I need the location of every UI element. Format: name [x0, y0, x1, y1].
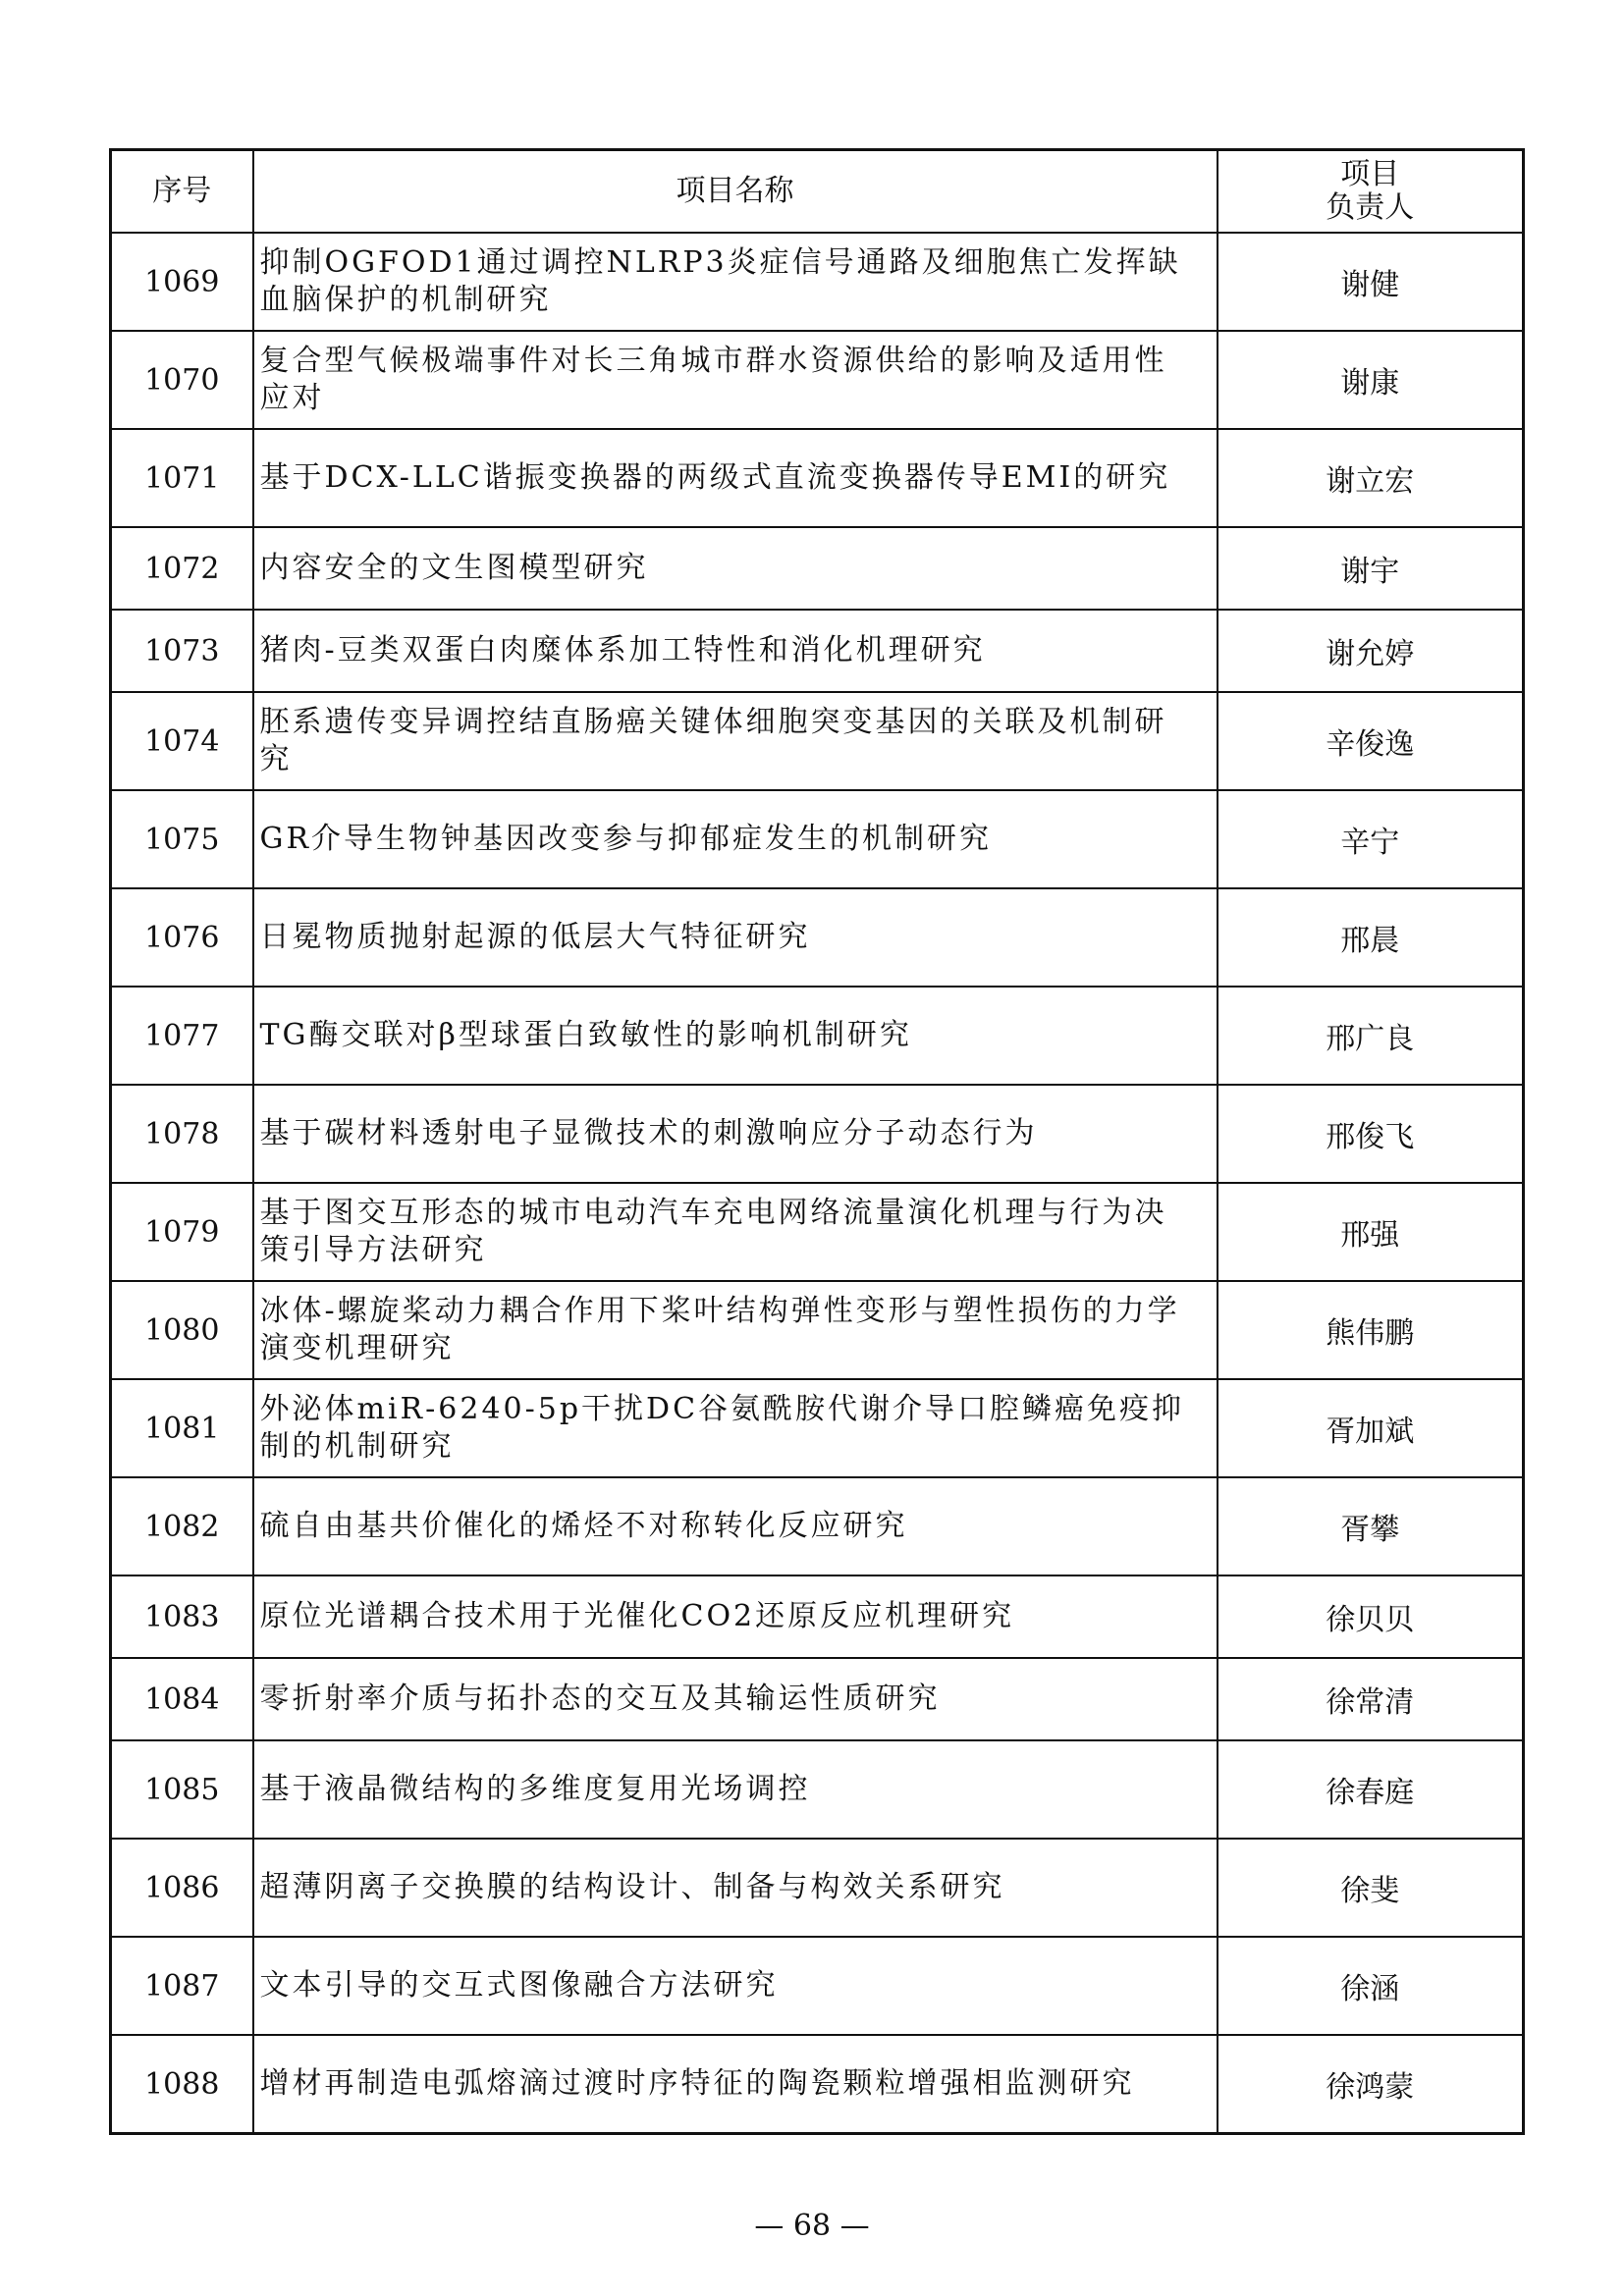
- table-body: [111, 233, 1524, 2134]
- row-leader: 胥攀: [1218, 1477, 1524, 1575]
- row-number: 1073: [111, 610, 253, 692]
- row-leader: 徐常清: [1218, 1658, 1524, 1740]
- row-number: 1088: [111, 2035, 253, 2134]
- table-row: [111, 1575, 1524, 1658]
- table-row: [111, 790, 1524, 888]
- row-project-name: 超薄阴离子交换膜的结构设计、制备与构效关系研究: [253, 1839, 1218, 1937]
- row-leader: 谢宇: [1218, 527, 1524, 610]
- header-number: 序号: [111, 150, 253, 234]
- header-project-name: 项目名称: [253, 150, 1218, 234]
- row-project-name: 增材再制造电弧熔滴过渡时序特征的陶瓷颗粒增强相监测研究: [253, 2035, 1218, 2134]
- row-leader: 徐涵: [1218, 1937, 1524, 2035]
- row-project-name: 基于DCX-LLC谐振变换器的两级式直流变换器传导EMI的研究: [253, 429, 1218, 527]
- row-number: 1075: [111, 790, 253, 888]
- row-project-name: TG酶交联对β型球蛋白致敏性的影响机制研究: [253, 987, 1218, 1085]
- row-project-name: 冰体-螺旋桨动力耦合作用下桨叶结构弹性变形与塑性损伤的力学演变机理研究: [253, 1281, 1218, 1379]
- row-leader: 谢立宏: [1218, 429, 1524, 527]
- table-row: [111, 1281, 1524, 1379]
- page-number: — 68 —: [754, 2209, 870, 2243]
- row-leader: 邢俊飞: [1218, 1085, 1524, 1183]
- row-leader: 谢健: [1218, 233, 1524, 331]
- table-row: [111, 429, 1524, 527]
- row-number: 1078: [111, 1085, 253, 1183]
- row-project-name: 外泌体miR-6240-5p干扰DC谷氨酰胺代谢介导口腔鳞癌免疫抑制的机制研究: [253, 1379, 1218, 1477]
- row-leader: 辛俊逸: [1218, 692, 1524, 790]
- row-project-name: 原位光谱耦合技术用于光催化CO2还原反应机理研究: [253, 1575, 1218, 1658]
- row-number: 1080: [111, 1281, 253, 1379]
- row-leader: 邢强: [1218, 1183, 1524, 1281]
- row-number: 1082: [111, 1477, 253, 1575]
- table-row: [111, 1658, 1524, 1740]
- table-row: [111, 692, 1524, 790]
- table-row: [111, 1839, 1524, 1937]
- row-project-name: 抑制OGFOD1通过调控NLRP3炎症信号通路及细胞焦亡发挥缺血脑保护的机制研究: [253, 233, 1218, 331]
- table-row: [111, 1740, 1524, 1839]
- table-header-row: [111, 150, 1524, 234]
- row-number: 1069: [111, 233, 253, 331]
- row-project-name: 复合型气候极端事件对长三角城市群水资源供给的影响及适用性应对: [253, 331, 1218, 429]
- row-leader: 徐斐: [1218, 1839, 1524, 1937]
- table-row: [111, 610, 1524, 692]
- row-project-name: 内容安全的文生图模型研究: [253, 527, 1218, 610]
- row-number: 1070: [111, 331, 253, 429]
- row-leader: 谢康: [1218, 331, 1524, 429]
- row-number: 1076: [111, 888, 253, 987]
- table-row: [111, 1937, 1524, 2035]
- project-table: [109, 148, 1525, 2135]
- row-project-name: 猪肉-豆类双蛋白肉糜体系加工特性和消化机理研究: [253, 610, 1218, 692]
- row-number: 1085: [111, 1740, 253, 1839]
- row-number: 1077: [111, 987, 253, 1085]
- row-number: 1072: [111, 527, 253, 610]
- table-row: [111, 1183, 1524, 1281]
- row-number: 1081: [111, 1379, 253, 1477]
- row-number: 1083: [111, 1575, 253, 1658]
- row-leader: 徐贝贝: [1218, 1575, 1524, 1658]
- header-leader: [1218, 150, 1524, 234]
- row-leader: 熊伟鹏: [1218, 1281, 1524, 1379]
- row-project-name: 基于碳材料透射电子显微技术的刺激响应分子动态行为: [253, 1085, 1218, 1183]
- row-number: 1074: [111, 692, 253, 790]
- row-leader: 谢允婷: [1218, 610, 1524, 692]
- row-leader: 辛宁: [1218, 790, 1524, 888]
- table-row: [111, 527, 1524, 610]
- table-row: [111, 331, 1524, 429]
- row-number: 1086: [111, 1839, 253, 1937]
- table-row: [111, 888, 1524, 987]
- row-leader: 邢广良: [1218, 987, 1524, 1085]
- row-leader: 徐春庭: [1218, 1740, 1524, 1839]
- row-leader: 邢晨: [1218, 888, 1524, 987]
- header-leader-line1: 项目: [1340, 157, 1400, 191]
- table-row: [111, 987, 1524, 1085]
- table-row: [111, 1379, 1524, 1477]
- row-project-name: 胚系遗传变异调控结直肠癌关键体细胞突变基因的关联及机制研究: [253, 692, 1218, 790]
- row-project-name: 基于图交互形态的城市电动汽车充电网络流量演化机理与行为决策引导方法研究: [253, 1183, 1218, 1281]
- row-project-name: 基于液晶微结构的多维度复用光场调控: [253, 1740, 1218, 1839]
- row-project-name: 零折射率介质与拓扑态的交互及其输运性质研究: [253, 1658, 1218, 1740]
- row-number: 1079: [111, 1183, 253, 1281]
- header-leader-line2: 负责人: [1326, 190, 1415, 225]
- row-number: 1087: [111, 1937, 253, 2035]
- table-row: [111, 1085, 1524, 1183]
- row-number: 1071: [111, 429, 253, 527]
- row-leader: 胥加斌: [1218, 1379, 1524, 1477]
- row-project-name: 日冕物质抛射起源的低层大气特征研究: [253, 888, 1218, 987]
- table-row: [111, 2035, 1524, 2134]
- row-number: 1084: [111, 1658, 253, 1740]
- row-project-name: 硫自由基共价催化的烯烃不对称转化反应研究: [253, 1477, 1218, 1575]
- row-project-name: GR介导生物钟基因改变参与抑郁症发生的机制研究: [253, 790, 1218, 888]
- table-row: [111, 1477, 1524, 1575]
- row-leader: 徐鸿蒙: [1218, 2035, 1524, 2134]
- row-project-name: 文本引导的交互式图像融合方法研究: [253, 1937, 1218, 2035]
- table-row: [111, 233, 1524, 331]
